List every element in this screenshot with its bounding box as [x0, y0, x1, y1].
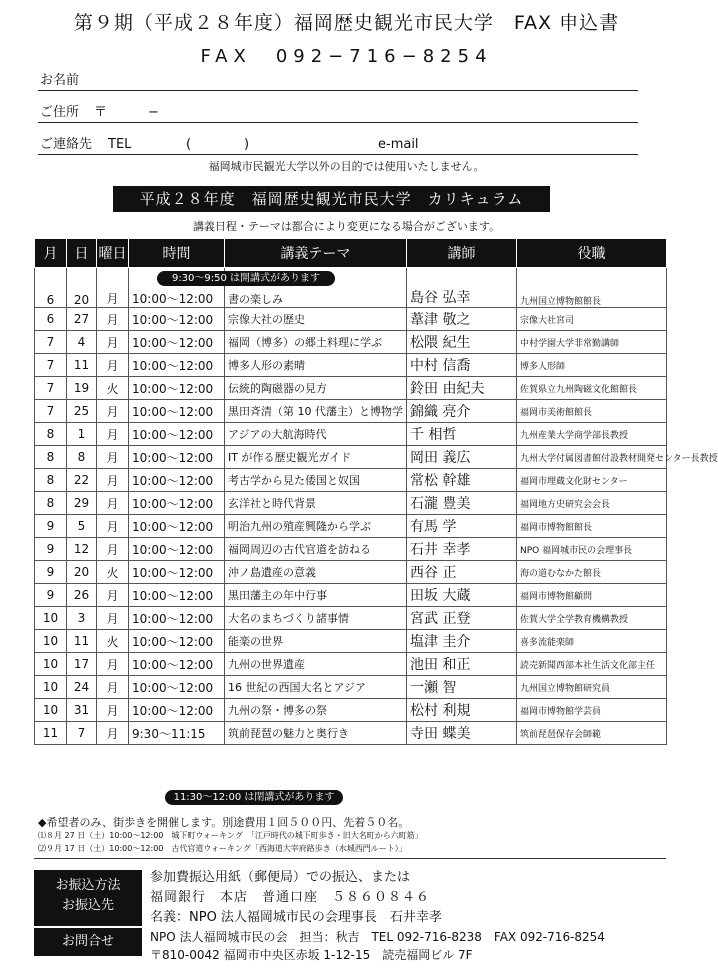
- divider: [34, 858, 666, 859]
- cell-theme: 九州の祭・博多の祭: [225, 699, 407, 722]
- cell-theme: 沖ノ島遺産の意義: [225, 561, 407, 584]
- cell-d: 25: [67, 400, 97, 423]
- cell-time: 10:00〜12:00: [129, 354, 225, 377]
- walk-1: ⑴８月 27 日（土）10:00〜12:00 城下町ウォーキング 「江戸時代の城下町歩き・旧大名町から六町筋」: [38, 831, 423, 840]
- cell-role: 筑前琵琶保存会師範: [517, 722, 667, 745]
- table-row: [35, 607, 667, 630]
- cell-time: 10:00〜12:00: [129, 584, 225, 607]
- cell-d: 20: [67, 268, 97, 308]
- cell-theme: 大名のまちづくり諸事情: [225, 607, 407, 630]
- payment-line-1: 参加費振込用紙（郵便局）での振込、または: [150, 870, 411, 885]
- cell-theme: 考古学から見た倭国と奴国: [225, 469, 407, 492]
- column-header: 曜日: [97, 239, 129, 268]
- cell-time: 10:00〜12:00: [129, 492, 225, 515]
- table-row: [35, 699, 667, 722]
- cell-m: 7: [35, 377, 67, 400]
- cell-theme: 16 世紀の西国大名とアジア: [225, 676, 407, 699]
- cell-m: 9: [35, 561, 67, 584]
- cell-d: 26: [67, 584, 97, 607]
- cell-d: 24: [67, 676, 97, 699]
- table-row: [35, 630, 667, 653]
- cell-m: 6: [35, 308, 67, 331]
- cell-m: 9: [35, 538, 67, 561]
- column-header: 講師: [407, 239, 517, 268]
- cell-w: 月: [97, 268, 129, 308]
- cell-role: 佐賀大学全学教育機構教授: [517, 607, 667, 630]
- cell-role: 博多人形師: [517, 354, 667, 377]
- cell-role: 福岡市博物館学芸員: [517, 699, 667, 722]
- payment-line-3: 名義：NPO 法人福岡城市民の会理事長 石井幸孝: [150, 910, 442, 925]
- contact-line-2: 〒810-0042 福岡市中央区赤坂 1-12-15 読売福岡ビル 7F: [150, 948, 473, 962]
- name-label: お名前: [40, 73, 80, 88]
- cell-theme: 明治九州の殖産興隆から学ぶ: [225, 515, 407, 538]
- cell-w: 月: [97, 699, 129, 722]
- cell-role: 福岡地方史研究会会長: [517, 492, 667, 515]
- cell-time: 9:30〜11:15: [129, 722, 225, 745]
- cell-role: 九州産業大学商学部長教授: [517, 423, 667, 446]
- fax-number: FAX 092−716−8254: [200, 46, 493, 67]
- cell-w: 月: [97, 354, 129, 377]
- cell-role: 福岡市美術館館長: [517, 400, 667, 423]
- cell-lecturer: 鈴田 由紀夫: [407, 377, 517, 400]
- walk-2: ⑵９月 17 日（土）10:00〜12:00 古代官道ウォーキング「西海道大宰府路歩き（水城西門ルート）」: [38, 844, 407, 853]
- cell-d: 29: [67, 492, 97, 515]
- cell-time: 10:00〜12:00: [129, 469, 225, 492]
- cell-role: 喜多流能楽師: [517, 630, 667, 653]
- cell-theme: 能楽の世界: [225, 630, 407, 653]
- table-row: [35, 268, 667, 308]
- cell-w: 月: [97, 469, 129, 492]
- column-header: 講義テーマ: [225, 239, 407, 268]
- cell-lecturer: 松村 利規: [407, 699, 517, 722]
- cell-d: 27: [67, 308, 97, 331]
- cell-d: 1: [67, 423, 97, 446]
- cell-lecturer: 千 相哲: [407, 423, 517, 446]
- table-row: [35, 538, 667, 561]
- cell-d: 20: [67, 561, 97, 584]
- form-title: 第９期（平成２８年度）福岡歴史観光市民大学 FAX 申込書: [73, 12, 620, 34]
- cell-lecturer: 寺田 蝶美: [407, 722, 517, 745]
- payment-line-2: 福岡銀行 本店 普通口座 ５８６０８４６: [150, 890, 431, 905]
- cell-time: 10:00〜12:00: [129, 676, 225, 699]
- cell-w: 火: [97, 630, 129, 653]
- cell-d: 11: [67, 630, 97, 653]
- paren-open: (: [186, 137, 192, 152]
- table-row: [35, 354, 667, 377]
- cell-theme: 福岡（博多）の郷土料理に学ぶ: [225, 331, 407, 354]
- cell-role: 九州国立博物館研究員: [517, 676, 667, 699]
- email-label: e-mail: [378, 137, 419, 152]
- cell-time: 10:00〜12:00: [129, 331, 225, 354]
- cell-w: 月: [97, 331, 129, 354]
- cell-m: 10: [35, 699, 67, 722]
- cell-time: 10:00〜12:00: [129, 400, 225, 423]
- cell-lecturer: 常松 幹雄: [407, 469, 517, 492]
- cell-m: 11: [35, 722, 67, 745]
- cell-lecturer: 石瀧 豊美: [407, 492, 517, 515]
- cell-role: 海の道むなかた館長: [517, 561, 667, 584]
- curriculum-notice: 講義日程・テーマは都合により変更になる場合がございます。: [192, 220, 501, 233]
- curriculum-title: 平成２８年度 福岡歴史観光市民大学 カリキュラム: [113, 186, 550, 212]
- table-row: [35, 561, 667, 584]
- cell-theme: 黒田藩主の年中行事: [225, 584, 407, 607]
- name-field[interactable]: [38, 66, 638, 91]
- payment-destination-label: お振込先: [61, 898, 114, 913]
- paren-close: ): [244, 137, 250, 152]
- cell-w: 月: [97, 515, 129, 538]
- cell-w: 火: [97, 561, 129, 584]
- cell-time: 10:00〜12:00: [129, 538, 225, 561]
- payment-label-box: [34, 870, 142, 926]
- cell-time: 10:00〜12:00: [129, 653, 225, 676]
- cell-lecturer: 有馬 学: [407, 515, 517, 538]
- cell-theme: 九州の世界遺産: [225, 653, 407, 676]
- cell-theme: 博多人形の素晴: [225, 354, 407, 377]
- cell-w: 月: [97, 607, 129, 630]
- cell-role: NPO 福岡城市民の会理事長: [517, 538, 667, 561]
- cell-lecturer: 島谷 弘幸: [407, 268, 517, 308]
- cell-d: 19: [67, 377, 97, 400]
- contact-field[interactable]: [38, 130, 638, 155]
- closing-ceremony-note: 11:30〜12:00 は閉講式があります: [165, 790, 343, 805]
- cell-d: 12: [67, 538, 97, 561]
- cell-d: 31: [67, 699, 97, 722]
- postal-mark: 〒: [94, 105, 108, 120]
- cell-time: 10:00〜12:00: [129, 699, 225, 722]
- table-row: [35, 308, 667, 331]
- cell-lecturer: 錦織 亮介: [407, 400, 517, 423]
- cell-lecturer: 中村 信喬: [407, 354, 517, 377]
- cell-w: 月: [97, 400, 129, 423]
- cell-lecturer: 岡田 義広: [407, 446, 517, 469]
- cell-time: 10:00〜12:00: [129, 446, 225, 469]
- opening-ceremony-note: 9:30〜9:50 は開講式があります: [157, 271, 335, 286]
- cell-time: 10:00〜12:00: [129, 377, 225, 400]
- cell-role: 九州大学付属図書館付設教材開発センター長教授: [517, 446, 667, 469]
- column-header: 月: [35, 239, 67, 268]
- cell-role: 福岡市博物館顧問: [517, 584, 667, 607]
- table-row: [35, 446, 667, 469]
- table-row: [35, 653, 667, 676]
- cell-d: 11: [67, 354, 97, 377]
- cell-time-text: 10:00〜12:00: [132, 292, 214, 306]
- table-row: [35, 423, 667, 446]
- column-header: 役職: [517, 239, 667, 268]
- cell-lecturer: 池田 和正: [407, 653, 517, 676]
- cell-m: 9: [35, 584, 67, 607]
- cell-theme: 黒田斉清（第 10 代藩主）と博物学: [225, 400, 407, 423]
- table-row: [35, 469, 667, 492]
- cell-m: 9: [35, 515, 67, 538]
- cell-time: 10:00〜12:00: [129, 561, 225, 584]
- cell-m: 10: [35, 676, 67, 699]
- column-header: 日: [67, 239, 97, 268]
- cell-m: 8: [35, 469, 67, 492]
- cell-time: 10:00〜12:00: [129, 515, 225, 538]
- cell-theme: 玄洋社と時代背景: [225, 492, 407, 515]
- table-row: [35, 331, 667, 354]
- table-row: [35, 584, 667, 607]
- cell-time: 10:00〜12:00: [129, 607, 225, 630]
- cell-m: 6: [35, 268, 67, 308]
- table-row: [35, 676, 667, 699]
- cell-lecturer: 松隈 紀生: [407, 331, 517, 354]
- cell-m: 7: [35, 331, 67, 354]
- cell-theme: IT が作る歴史観光ガイド: [225, 446, 407, 469]
- cell-lecturer: 西谷 正: [407, 561, 517, 584]
- cell-w: 月: [97, 584, 129, 607]
- table-header: [35, 239, 667, 268]
- cell-theme: 書の楽しみ: [225, 268, 407, 308]
- cell-lecturer: 宮武 正登: [407, 607, 517, 630]
- cell-m: 8: [35, 446, 67, 469]
- cell-lecturer: 田坂 大蔵: [407, 584, 517, 607]
- cell-w: 月: [97, 538, 129, 561]
- cell-w: 月: [97, 423, 129, 446]
- cell-role: 佐賀県立九州陶磁文化館館長: [517, 377, 667, 400]
- cell-m: 10: [35, 607, 67, 630]
- address-field[interactable]: [38, 98, 638, 123]
- address-label: ご住所: [40, 105, 80, 120]
- postal-dash: −: [148, 105, 159, 120]
- cell-d: 17: [67, 653, 97, 676]
- cell-m: 8: [35, 492, 67, 515]
- cell-m: 8: [35, 423, 67, 446]
- cell-d: 8: [67, 446, 97, 469]
- cell-w: 月: [97, 446, 129, 469]
- cell-theme: 伝統的陶磁器の見方: [225, 377, 407, 400]
- cell-time: 10:00〜12:00: [129, 423, 225, 446]
- cell-role: 九州国立博物館館長: [517, 268, 667, 308]
- cell-role: 福岡市埋蔵文化財センター: [517, 469, 667, 492]
- cell-theme: 宗像大社の歴史: [225, 308, 407, 331]
- cell-d: 5: [67, 515, 97, 538]
- cell-theme: 福岡周辺の古代官道を訪ねる: [225, 538, 407, 561]
- table-body: [35, 268, 718, 745]
- cell-w: 月: [97, 676, 129, 699]
- cell-time: 10:00〜12:00: [129, 308, 225, 331]
- privacy-notice: 福岡城市民観光大学以外の目的では使用いたしません。: [208, 160, 485, 173]
- cell-lecturer: 塩津 圭介: [407, 630, 517, 653]
- payment-method-label: お振込方法: [55, 878, 121, 893]
- cell-role: 福岡市博物館館長: [517, 515, 667, 538]
- table-row: [35, 377, 667, 400]
- cell-time: 10:00〜12:00: [129, 630, 225, 653]
- table-row: [35, 722, 667, 745]
- cell-m: 10: [35, 653, 67, 676]
- cell-w: 月: [97, 653, 129, 676]
- cell-d: 22: [67, 469, 97, 492]
- cell-theme: 筑前琵琶の魅力と奥行き: [225, 722, 407, 745]
- cell-role: 中村学園大学非常勤講師: [517, 331, 667, 354]
- cell-m: 7: [35, 400, 67, 423]
- cell-role: 宗像大社宮司: [517, 308, 667, 331]
- table-row: [35, 492, 667, 515]
- walk-notice: ◆希望者のみ、街歩きを開催します。別途費用１回５００円、先着５０名。: [38, 816, 410, 829]
- cell-w: 月: [97, 722, 129, 745]
- cell-role: 読売新聞西部本社生活文化部主任: [517, 653, 667, 676]
- cell-theme: アジアの大航海時代: [225, 423, 407, 446]
- column-header: 時間: [129, 239, 225, 268]
- cell-d: 4: [67, 331, 97, 354]
- cell-m: 7: [35, 354, 67, 377]
- cell-lecturer: 一瀬 智: [407, 676, 517, 699]
- cell-d: 3: [67, 607, 97, 630]
- table-row: [35, 400, 667, 423]
- contact-label: ご連絡先: [40, 137, 93, 152]
- cell-w: 火: [97, 377, 129, 400]
- cell-d: 7: [67, 722, 97, 745]
- table-row: [35, 515, 667, 538]
- cell-w: 月: [97, 308, 129, 331]
- curriculum-table: [34, 238, 718, 745]
- tel-label: TEL: [108, 137, 132, 152]
- contact-line-1: NPO 法人福岡城市民の会 担当：秋吉 TEL 092-716-8238 FAX 092-716-8254: [150, 930, 605, 944]
- cell-lecturer: 石井 幸孝: [407, 538, 517, 561]
- cell-lecturer: 葦津 敬之: [407, 308, 517, 331]
- cell-w: 月: [97, 492, 129, 515]
- contact-label-box: お問合せ: [34, 928, 142, 956]
- cell-m: 10: [35, 630, 67, 653]
